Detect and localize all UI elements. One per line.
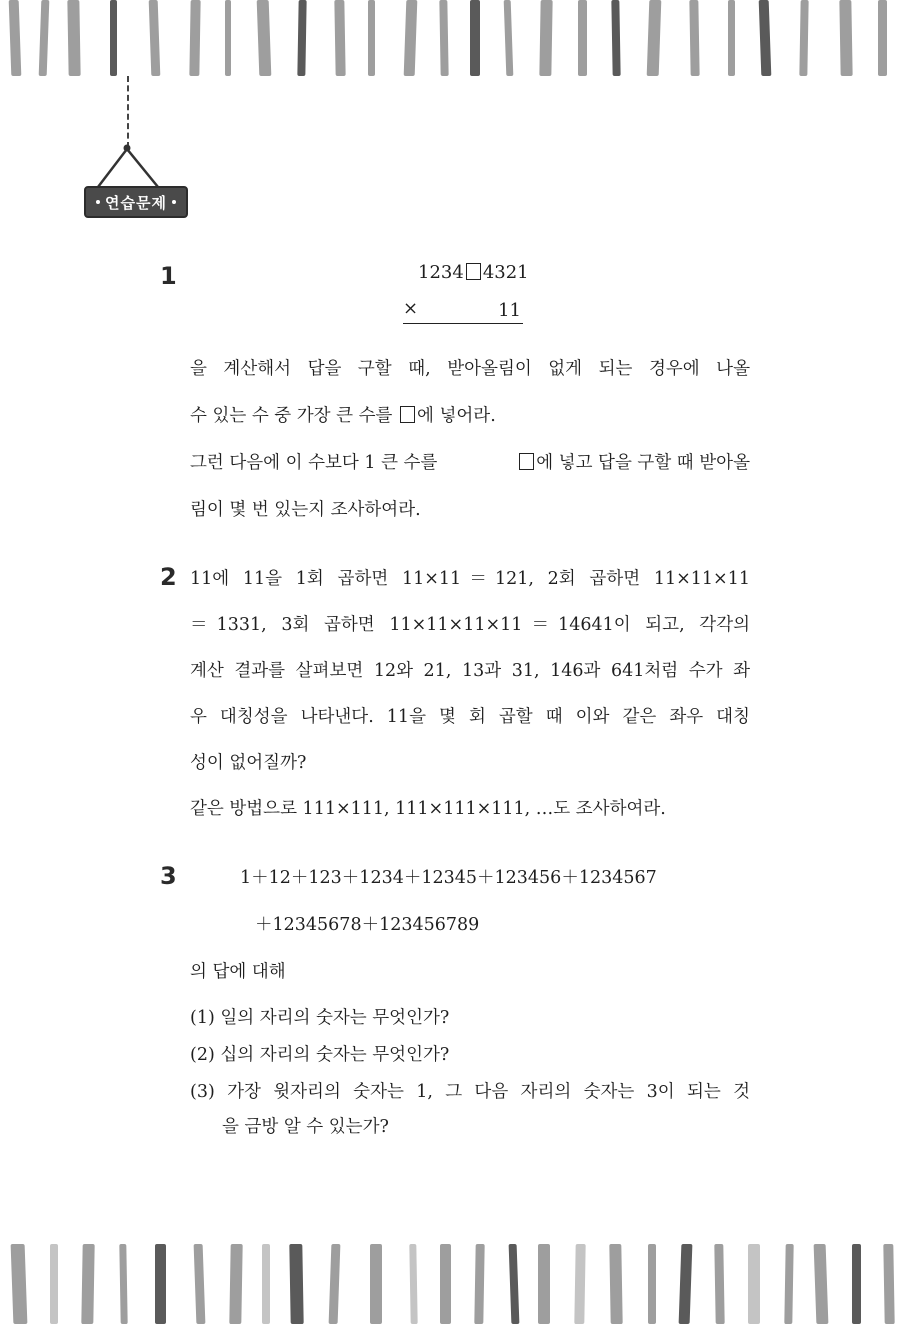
stripe: [748, 1244, 760, 1324]
problem-3-number: 3: [160, 862, 177, 890]
problem-2-text-line-4: 우 대칭성을 나타낸다. 11을 몇 회 곱할 때 이와 같은 좌우 대칭: [190, 707, 750, 727]
problem-2-text-line-3: 계산 결과를 살펴보면 12와 21, 13과 31, 146과 641처럼 수가 좌: [190, 661, 750, 681]
stripe: [11, 1244, 28, 1324]
problem-3-intro: 의 답에 대해: [190, 962, 286, 982]
multiplicand-left: 1234: [418, 262, 464, 283]
stripe: [878, 0, 887, 76]
stripe: [119, 1244, 127, 1324]
problem-2-text-line-5: 성이 없어질까?: [190, 753, 307, 773]
stripe: [470, 0, 480, 76]
stripe: [609, 1244, 622, 1324]
problem-2-text-line-1: 11에 11을 1회 곱하면 11×11＝121, 2회 곱하면 11×11×11: [190, 569, 750, 589]
multiplier-value: 11: [498, 300, 521, 321]
stripe: [39, 0, 50, 76]
problem-1-text-line-1: 을 계산해서 답을 구할 때, 받아올림이 없게 되는 경우에 나올: [190, 359, 750, 379]
problem-3-question-1: (1) 일의 자리의 숫자는 무엇인가?: [190, 1008, 450, 1028]
stripe: [814, 1244, 829, 1324]
stripe: [440, 1244, 451, 1324]
stripe: [297, 0, 306, 76]
problem-2-number: 2: [160, 563, 177, 591]
stripe: [9, 0, 22, 76]
exercise-badge-label: 연습문제: [105, 193, 167, 212]
blank-box: [466, 263, 481, 280]
problem-2-text-line-6: 같은 방법으로 111×111, 111×111×111, …도 조사하여라.: [190, 799, 666, 819]
stripe: [578, 0, 587, 76]
stripe: [474, 1244, 484, 1324]
stripe: [194, 1244, 206, 1324]
stripe: [509, 1244, 520, 1324]
stripe: [67, 0, 80, 76]
problem-3-question-3-line-2: 을 금방 알 수 있는가?: [222, 1117, 389, 1137]
text-segment: 에 넣고 답을 구할 때 받아올: [536, 453, 750, 473]
stripe: [334, 0, 345, 76]
stripe: [714, 1244, 724, 1324]
stripe: [689, 0, 699, 76]
problem-3-sum-line-2: ＋12345678＋123456789: [255, 915, 480, 935]
top-stripe-decoration: [0, 0, 910, 76]
problem-1-multiplier: [403, 298, 523, 324]
stripe: [189, 0, 200, 76]
stripe: [538, 1244, 550, 1324]
stripe: [149, 0, 161, 76]
stripe: [539, 0, 552, 76]
stripe: [368, 0, 375, 76]
problem-1-number: 1: [160, 262, 177, 290]
stripe: [784, 1244, 793, 1324]
problem-3-question-3-line-1: (3) 가장 윗자리의 숫자는 1, 그 다음 자리의 숫자는 3이 되는 것: [190, 1082, 750, 1102]
sign-string: [127, 76, 129, 148]
stripe: [289, 1244, 303, 1324]
blank-box: [400, 406, 415, 423]
stripe: [574, 1244, 585, 1324]
stripe: [611, 0, 620, 76]
stripe: [329, 1244, 341, 1324]
stripe: [839, 0, 852, 76]
stripe: [728, 0, 735, 76]
multiplicand-right: 4321: [482, 262, 529, 283]
problem-1-text-line-2: [190, 402, 496, 427]
text-segment: 에 넣어라.: [417, 406, 496, 426]
times-sign: ×: [403, 298, 419, 319]
problem-3-sum-line-1: 1＋12＋123＋1234＋12345＋123456＋1234567: [240, 868, 657, 888]
stripe: [50, 1244, 58, 1324]
sign-hanger-icon: [84, 144, 174, 188]
stripe: [225, 0, 231, 76]
stripe: [647, 0, 662, 76]
text-segment: 수 있는 수 중 가장 큰 수를: [190, 406, 393, 426]
stripe: [759, 0, 772, 76]
problem-2-text-line-2: ＝1331, 3회 곱하면 11×11×11×11＝14641이 되고, 각각의: [190, 615, 750, 635]
stripe: [155, 1244, 166, 1324]
stripe: [852, 1244, 861, 1324]
blank-box: [519, 453, 534, 470]
problem-1-text-line-3: [190, 449, 750, 474]
stripe: [370, 1244, 382, 1324]
stripe: [799, 0, 808, 76]
stripe: [679, 1244, 693, 1324]
problem-3-question-2: (2) 십의 자리의 숫자는 무엇인가?: [190, 1045, 450, 1065]
stripe: [229, 1244, 242, 1324]
stripe: [262, 1244, 270, 1324]
stripe: [110, 0, 117, 76]
stripe: [81, 1244, 94, 1324]
exercise-badge: [84, 186, 188, 218]
text-segment: 그런 다음에 이 수보다 1 큰 수를: [190, 453, 438, 473]
problem-1-multiplicand: [418, 262, 529, 283]
stripe: [404, 0, 418, 76]
stripe: [648, 1244, 656, 1324]
stripe: [257, 0, 272, 76]
problem-1-text-line-4: 림이 몇 번 있는지 조사하여라.: [190, 500, 421, 520]
stripe: [409, 1244, 417, 1324]
stripe: [883, 1244, 894, 1324]
bottom-stripe-decoration: [0, 1244, 910, 1324]
stripe: [504, 0, 514, 76]
stripe: [439, 0, 448, 76]
